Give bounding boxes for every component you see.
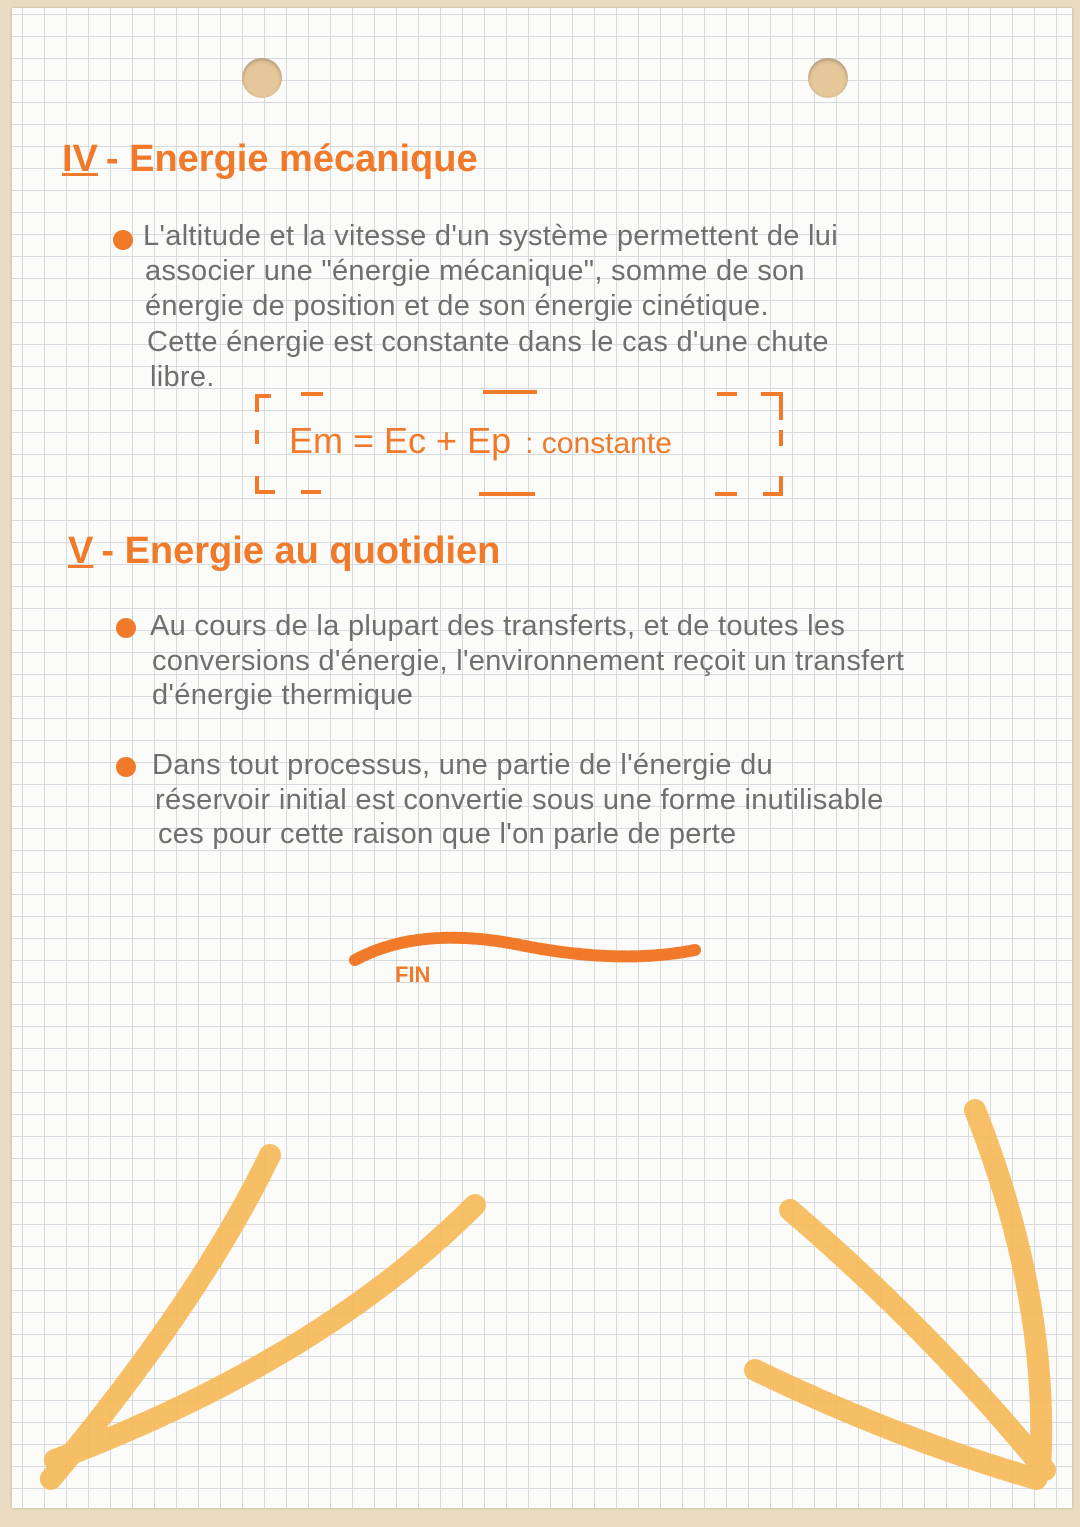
- text-line: Cette énergie est constante dans le cas d'une chute: [147, 326, 829, 358]
- section-heading-iv: [62, 138, 478, 181]
- text-line: Dans tout processus, une partie de l'énergie du: [152, 749, 773, 781]
- text-line: L'altitude et la vitesse d'un système permettent de lui: [143, 220, 838, 252]
- bullet-icon: [116, 757, 136, 777]
- bullet-icon: [116, 618, 136, 638]
- text-line: Au cours de la plupart des transferts, et de toutes les: [150, 610, 846, 642]
- text-line: énergie de position et de son énergie cinétique.: [145, 290, 769, 322]
- section-numeral: V: [68, 530, 94, 572]
- formula: Em = Ec + Ep: [289, 420, 512, 461]
- text-line: conversions d'énergie, l'environnement reçoit un transfert: [152, 645, 905, 677]
- section-title: - Energie mécanique: [105, 138, 478, 180]
- formula-suffix: : constante: [525, 427, 672, 460]
- text-line: ces pour cette raison que l'on parle de perte: [158, 818, 737, 850]
- text-line: réservoir initial est convertie sous une forme inutilisable: [155, 784, 884, 816]
- text-line: associer une "énergie mécanique", somme de son: [145, 255, 805, 287]
- text-line: libre.: [150, 361, 215, 393]
- section-title: - Energie au quotidien: [101, 530, 501, 572]
- text-line: d'énergie thermique: [152, 679, 414, 711]
- punch-hole: [242, 58, 282, 98]
- section-numeral: IV: [62, 138, 98, 180]
- bullet-icon: [113, 230, 133, 250]
- punch-hole: [808, 58, 848, 98]
- section-heading-v: [68, 530, 500, 573]
- end-label: FIN: [395, 962, 431, 987]
- formula-box: [255, 390, 783, 496]
